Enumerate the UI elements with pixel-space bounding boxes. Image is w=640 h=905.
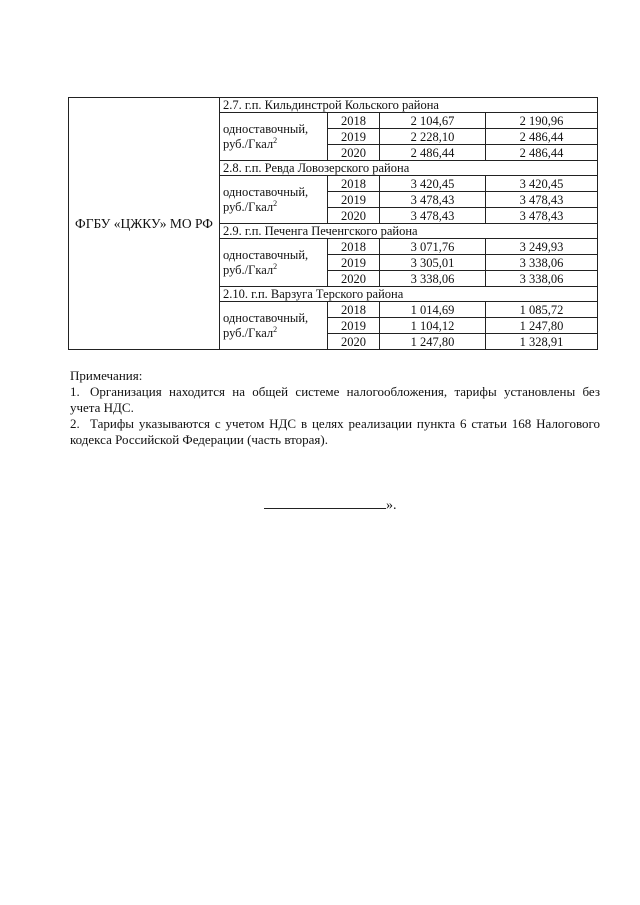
notes-title: Примечания: bbox=[70, 368, 143, 383]
year-cell: 2019 bbox=[328, 192, 380, 208]
tariff-unit-label bbox=[220, 176, 328, 224]
year-cell: 2018 bbox=[328, 176, 380, 192]
tariff-value-first-half: 1 247,80 bbox=[380, 334, 486, 350]
tariff-value-second-half: 2 486,44 bbox=[486, 129, 598, 145]
tariff-value-second-half: 3 338,06 bbox=[486, 255, 598, 271]
tariff-value-first-half: 3 338,06 bbox=[380, 271, 486, 287]
note-text: Тарифы указываются с учетом НДС в целях реализации пункта 6 статьи 168 Налогового кодекса Российской Федерации (часть вторая). bbox=[70, 416, 600, 447]
section-heading: 2.7. г.п. Кильдинстрой Кольского района bbox=[220, 98, 598, 113]
year-cell: 2019 bbox=[328, 255, 380, 271]
tariff-value-first-half: 1 014,69 bbox=[380, 302, 486, 318]
tariff-value-first-half: 2 228,10 bbox=[380, 129, 486, 145]
year-cell: 2019 bbox=[328, 129, 380, 145]
closing-quote-mark: ». bbox=[386, 498, 397, 513]
section-heading: 2.8. г.п. Ревда Ловозерского района bbox=[220, 161, 598, 176]
tariff-value-second-half: 3 249,93 bbox=[486, 239, 598, 255]
tariff-value-second-half: 3 338,06 bbox=[486, 271, 598, 287]
tariff-value-first-half: 3 478,43 bbox=[380, 192, 486, 208]
year-cell: 2020 bbox=[328, 334, 380, 350]
note-item bbox=[70, 384, 600, 416]
tariff-value-second-half: 2 486,44 bbox=[486, 145, 598, 161]
notes-block bbox=[70, 368, 600, 448]
tariff-value-first-half: 2 104,67 bbox=[380, 113, 486, 129]
tariff-value-first-half: 3 305,01 bbox=[380, 255, 486, 271]
tariff-unit-label bbox=[220, 113, 328, 161]
tariff-value-second-half: 3 478,43 bbox=[486, 208, 598, 224]
section-heading: 2.10. г.п. Варзуга Терского района bbox=[220, 287, 598, 302]
organization-name: ФГБУ «ЦЖКУ» МО РФ bbox=[69, 98, 220, 350]
tariff-value-second-half: 1 085,72 bbox=[486, 302, 598, 318]
tariff-value-second-half: 3 478,43 bbox=[486, 192, 598, 208]
note-item bbox=[70, 416, 600, 448]
year-cell: 2019 bbox=[328, 318, 380, 334]
unit-text: одноставочный, руб./Гкал bbox=[223, 247, 309, 277]
tariff-value-first-half: 3 478,43 bbox=[380, 208, 486, 224]
section-heading: 2.9. г.п. Печенга Печенгского района bbox=[220, 224, 598, 239]
signature-underline bbox=[264, 496, 386, 509]
tariff-table bbox=[68, 97, 598, 350]
unit-footnote-mark: 2 bbox=[273, 135, 278, 145]
unit-footnote-mark: 2 bbox=[273, 198, 278, 208]
year-cell: 2018 bbox=[328, 302, 380, 318]
year-cell: 2018 bbox=[328, 113, 380, 129]
unit-text: одноставочный, руб./Гкал bbox=[223, 184, 309, 214]
closing-line bbox=[264, 496, 397, 514]
unit-text: одноставочный, руб./Гкал bbox=[223, 121, 309, 151]
tariff-value-first-half: 1 104,12 bbox=[380, 318, 486, 334]
tariff-value-first-half: 2 486,44 bbox=[380, 145, 486, 161]
year-cell: 2018 bbox=[328, 239, 380, 255]
tariff-unit-label bbox=[220, 239, 328, 287]
note-text: Организация находится на общей системе налогообложения, тарифы установлены без учета НДС. bbox=[70, 384, 600, 415]
unit-footnote-mark: 2 bbox=[273, 261, 278, 271]
year-cell: 2020 bbox=[328, 208, 380, 224]
note-number: 1. bbox=[70, 384, 80, 399]
tariff-value-second-half: 3 420,45 bbox=[486, 176, 598, 192]
tariff-value-second-half: 1 328,91 bbox=[486, 334, 598, 350]
note-number: 2. bbox=[70, 416, 80, 431]
unit-footnote-mark: 2 bbox=[273, 324, 278, 334]
section-heading-row bbox=[69, 98, 598, 113]
tariff-value-first-half: 3 420,45 bbox=[380, 176, 486, 192]
tariff-value-second-half: 1 247,80 bbox=[486, 318, 598, 334]
unit-text: одноставочный, руб./Гкал bbox=[223, 310, 309, 340]
year-cell: 2020 bbox=[328, 145, 380, 161]
tariff-value-second-half: 2 190,96 bbox=[486, 113, 598, 129]
year-cell: 2020 bbox=[328, 271, 380, 287]
tariff-value-first-half: 3 071,76 bbox=[380, 239, 486, 255]
tariff-unit-label bbox=[220, 302, 328, 350]
